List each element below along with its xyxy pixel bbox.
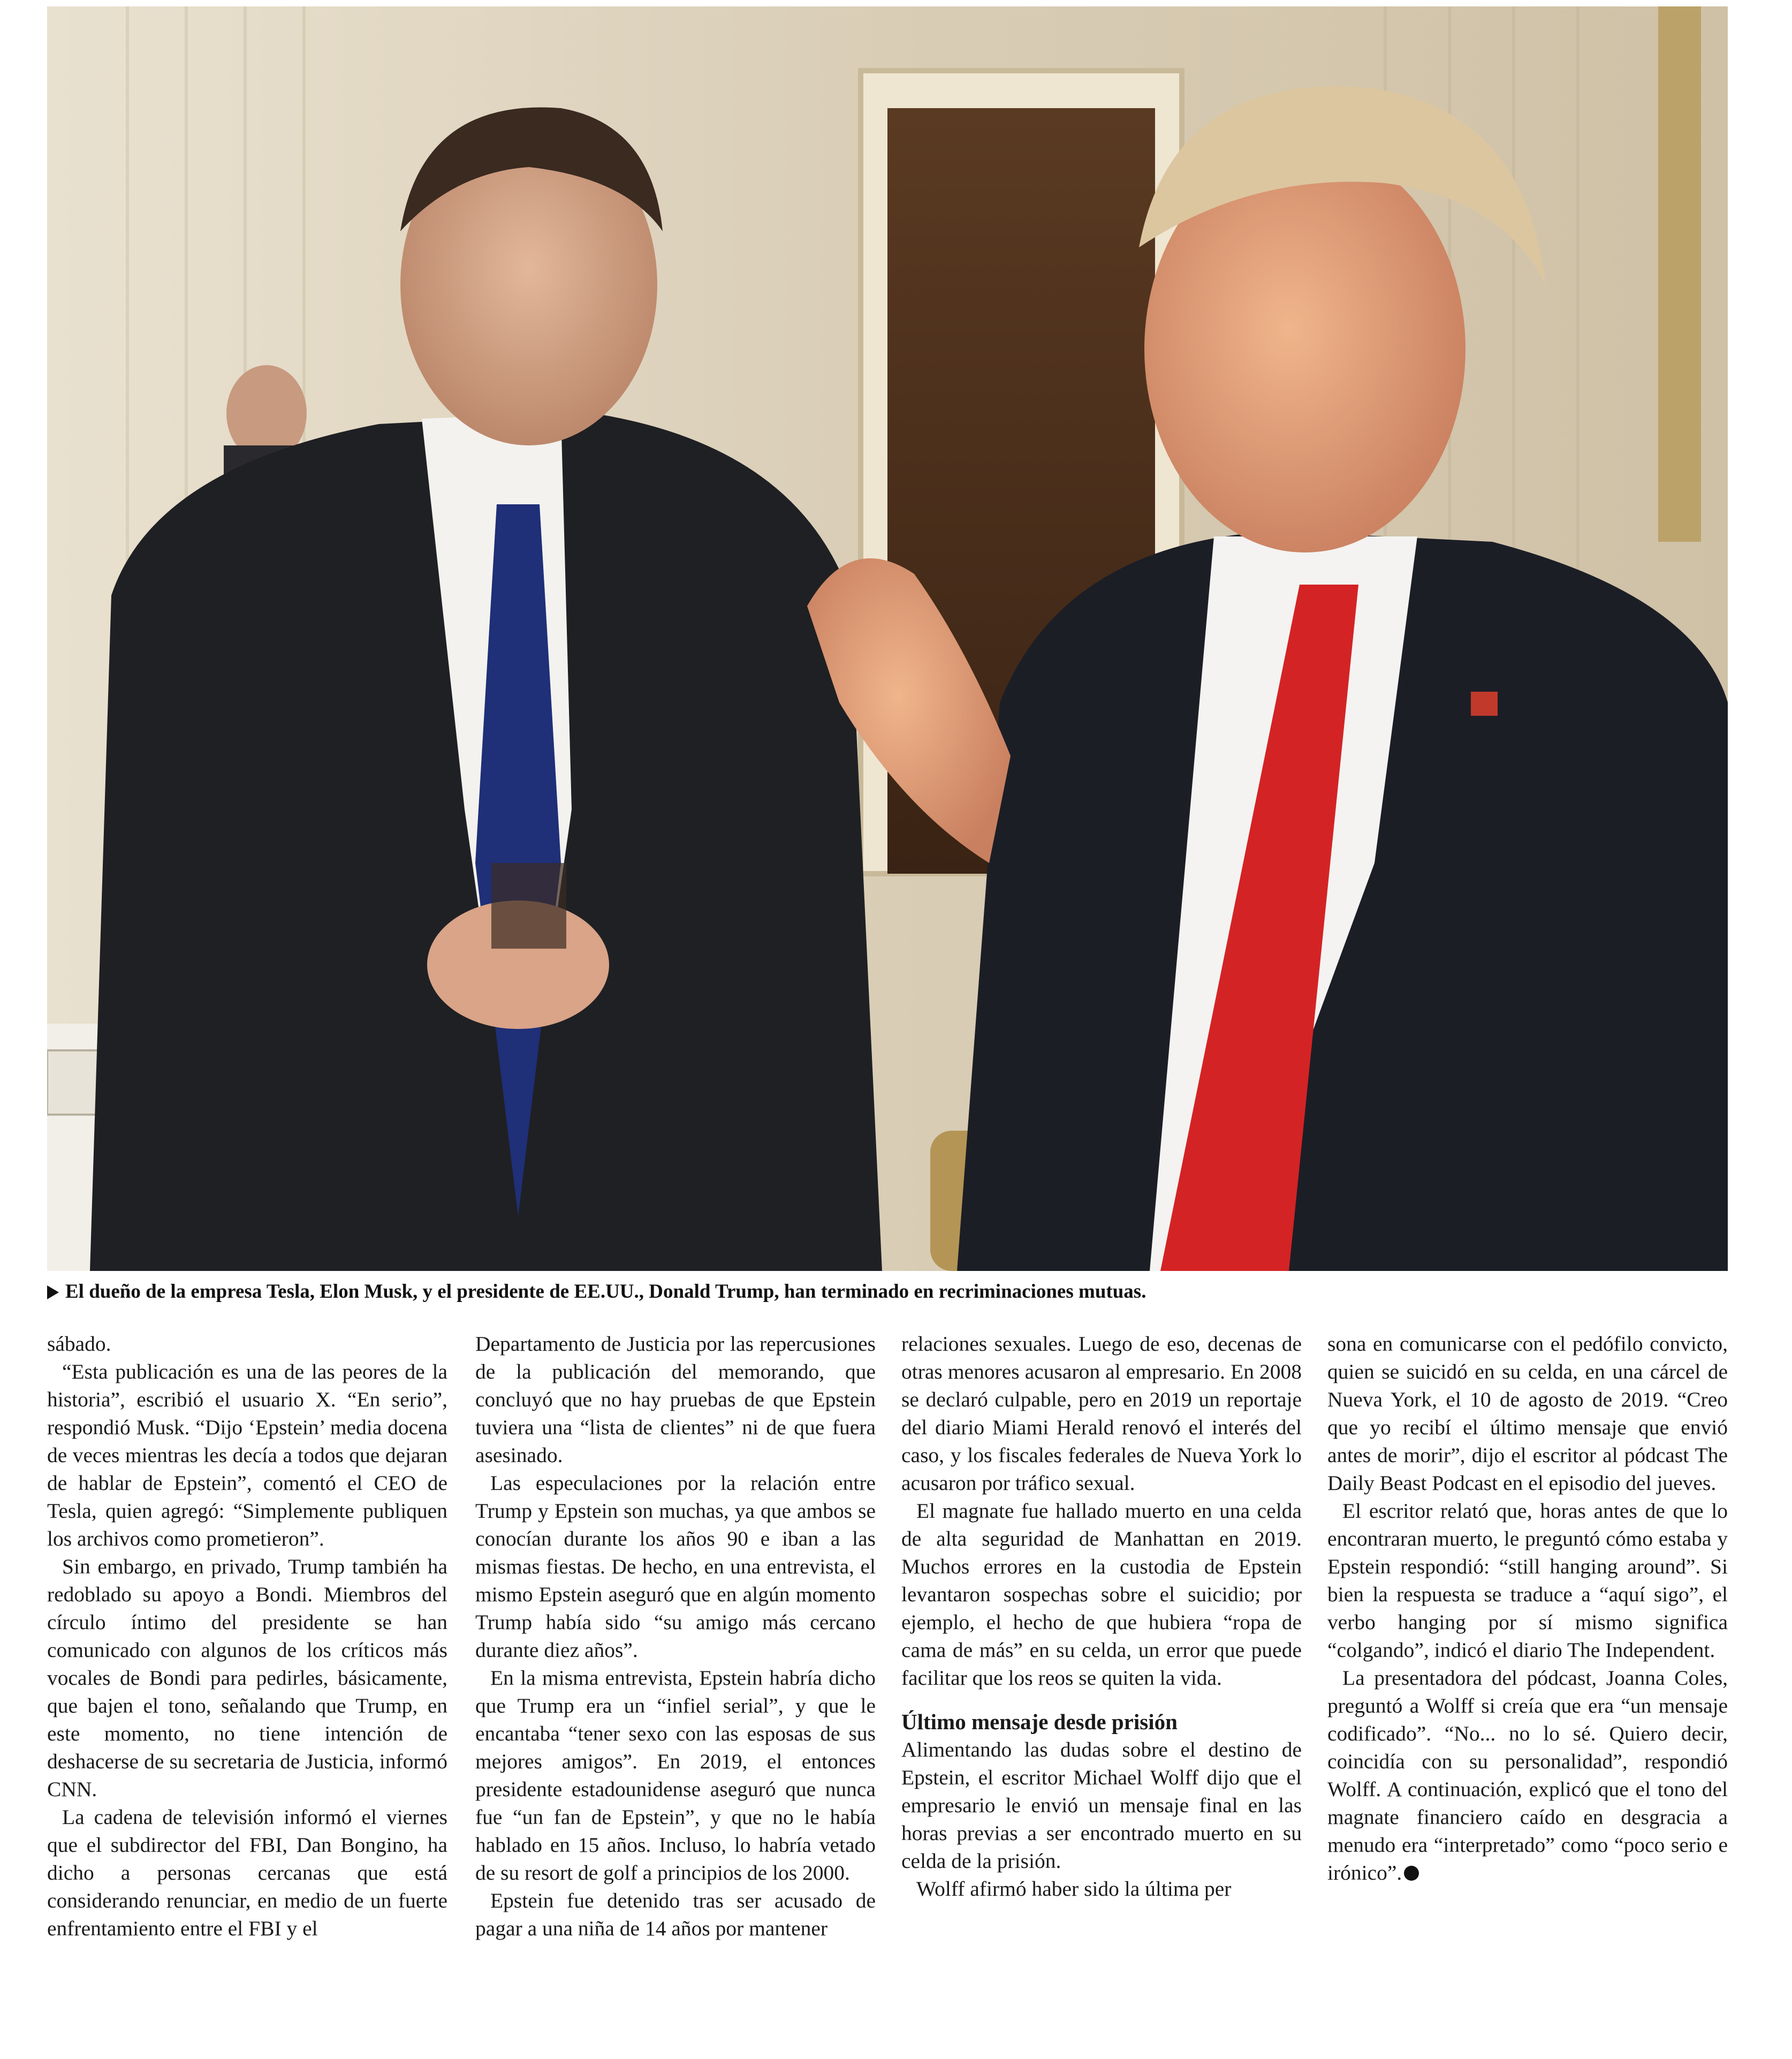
paragraph: Alimentando las dudas sobre el destino de Epstein, el escritor Michael Wolff dijo que el empresario le envió un mensaje final en las horas previas a ser encontrado muerto en su celda de la prisión.	[901, 1738, 1302, 1873]
paragraph: La cadena de televisión informó el viernes que el subdirector del FBI, Dan Bongino, ha dicho a personas cercanas que está considerando renunciar, en medio de un fuerte enfrentamiento entre el FBI y el	[47, 1805, 447, 1940]
paragraph: sábado.	[47, 1332, 111, 1356]
news-photo	[47, 6, 1728, 1271]
end-of-article-icon	[1404, 1866, 1419, 1881]
paragraph: “Esta publicación es una de las peores de la historia”, escribió el usuario X. “En serio”, respondió Musk. “Dijo ‘Epstein’ media docena de veces mientras les decía a todos que dejaran de hablar de Epstein”, comentó el CEO de Tesla, quien agregó: “Simplemente publiquen los archivos como prometieron”.	[47, 1360, 447, 1550]
paragraph: Sin embargo, en privado, Trump también ha redoblado su apoyo a Bondi. Miembros del círculo íntimo del presidente se han comunicado con algunos de los críticos más vocales de Bondi para pedirles, básicamente, que bajen el tono, señalando que Trump, en este momento, no tiene intención de deshacerse de su secretaria de Justicia, informó CNN.	[47, 1555, 447, 1801]
paragraph: El magnate fue hallado muerto en una celda de alta seguridad de Manhattan en 2019. Muchos errores en la custodia de Epstein levantaron sospechas sobre el suicidio; por ejemplo, el hecho de que hubiera “ropa de cama de más” en su celda, un error que puede facilitar que los reos se quiten la vida.	[901, 1499, 1302, 1690]
article-column-1	[47, 1330, 447, 2047]
glass	[491, 863, 566, 949]
photo-illustration	[47, 6, 1728, 1271]
article-column-4	[1327, 1330, 1728, 2047]
gold-frame	[1658, 6, 1701, 542]
article-column-3	[901, 1330, 1302, 2047]
flag-pin	[1471, 692, 1498, 716]
paragraph: El escritor relató que, horas antes de que lo encontraran muerto, le preguntó cómo estaba y Epstein respondió: “still hanging around”. Si bien la respuesta se traduce a “aquí sigo”, el verbo hanging por sí mismo significa “colgando”, indicó el diario The Independent.	[1327, 1499, 1728, 1662]
paragraph: Epstein fue detenido tras ser acusado de pagar a una niña de 14 años por mantener	[475, 1889, 876, 1940]
paragraph	[1327, 1664, 1728, 1887]
photo-caption	[47, 1275, 1728, 1308]
article-column-2	[475, 1330, 876, 2047]
caption-text: El dueño de la empresa Tesla, Elon Musk, y el presidente de EE.UU., Donald Trump, han terminado en recriminaciones mutuas.	[65, 1281, 1146, 1303]
paragraph: sona en comunicarse con el pedófilo convicto, quien se suicidó en su celda, en una cárcel de Nueva York, el 10 de agosto de 2019. “Creo que yo recibí el último mensaje que envió antes de morir”, dijo el escritor al pódcast The Daily Beast Podcast en el episodio del jueves.	[1327, 1332, 1728, 1495]
paragraph-text: La presentadora del pódcast, Joanna Coles, preguntó a Wolff si creía que era “un mensaje codificado”. “No... no lo sé. Quiero decir, coincidía con su personalidad”, respondió Wolff. A continuación, explicó que el tono del magnate financiero caído en desgracia a menudo era “interpretado” como “poco serio e irónico”.	[1327, 1666, 1728, 1884]
paragraph: Departamento de Justicia por las repercusiones de la publicación del memorando, que concluyó que no hay pruebas de que Epstein tuviera una “lista de clientes” ni de que fuera asesinado.	[475, 1332, 876, 1467]
paragraph: relaciones sexuales. Luego de eso, decenas de otras menores acusaron al empresario. En 2008 se declaró culpable, pero en 2019 un reportaje del diario Miami Herald renovó el interés del caso, y los fiscales federales de Nueva York lo acusaron por tráfico sexual.	[901, 1332, 1302, 1495]
paragraph: Las especulaciones por la relación entre Trump y Epstein son muchas, ya que ambos se conocían durante los años 90 e iban a las mismas fiestas. De hecho, en una entrevista, el mismo Epstein aseguró que en algún momento Trump había sido “su amigo más cercano durante diez años”.	[475, 1471, 876, 1662]
subheading: Último mensaje desde prisión	[901, 1709, 1178, 1734]
paragraph: En la misma entrevista, Epstein habría dicho que Trump era un “infiel serial”, y que le encantaba “tener sexo con las esposas de sus mejores amigos”. En 2019, el entonces presidente estadounidense aseguró que nunca fue “un fan de Epstein”, y que no le había hablado en 15 años. Incluso, lo habría vetado de su resort de golf a principios de los 2000.	[475, 1666, 876, 1884]
paragraph: Wolff afirmó haber sido la última per	[916, 1877, 1232, 1901]
caption-triangle-icon	[47, 1285, 59, 1299]
